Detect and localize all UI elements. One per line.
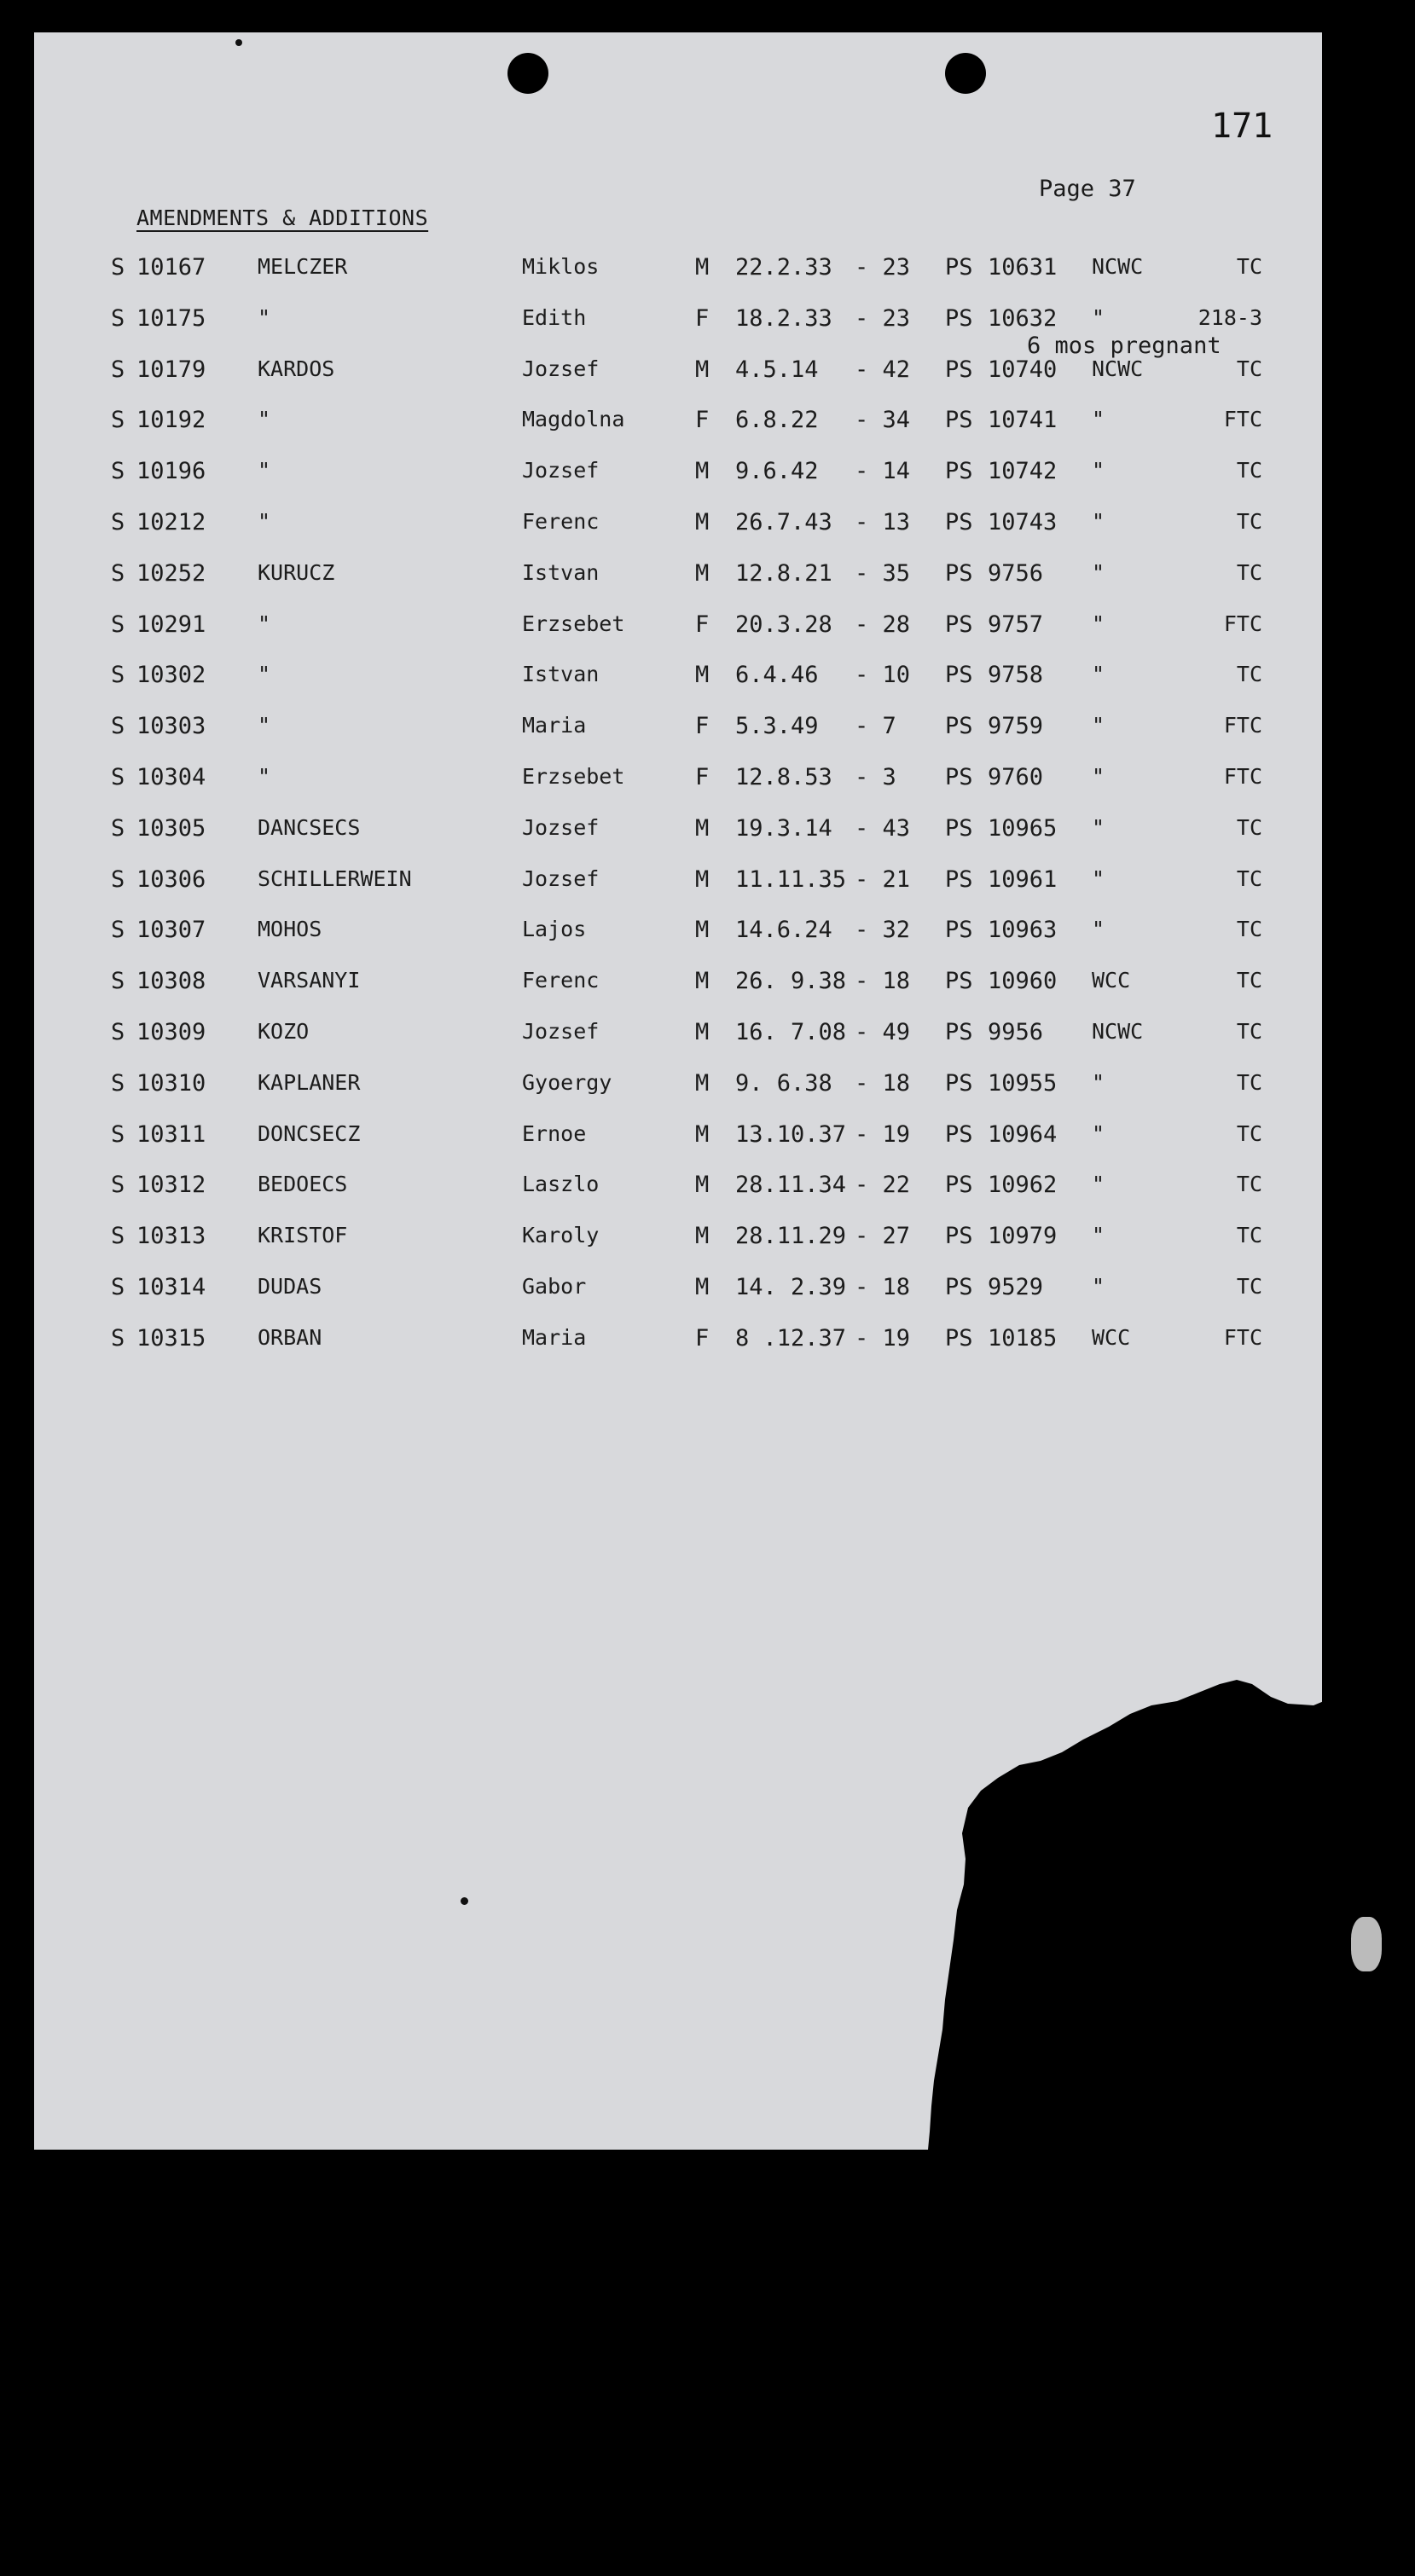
row-age: - 13 <box>855 509 911 535</box>
row-first-name: Ferenc <box>522 509 600 534</box>
row-code: TC <box>1236 662 1262 686</box>
row-age: - 18 <box>855 968 911 994</box>
row-age: - 34 <box>855 407 911 433</box>
row-sex: M <box>695 866 710 893</box>
row-date-of-birth: 19.3.14 <box>735 815 832 842</box>
row-ps-number: 10962 <box>988 1172 1058 1198</box>
row-prefix: S <box>111 560 125 587</box>
row-ps-number: 10964 <box>988 1121 1058 1148</box>
row-code: TC <box>1236 1019 1262 1044</box>
row-surname: " <box>258 458 271 483</box>
row-ps-label: PS <box>945 1274 973 1300</box>
row-age: - 21 <box>855 866 911 893</box>
row-number: 10175 <box>136 305 206 332</box>
row-age: - 18 <box>855 1274 911 1300</box>
row-sex: M <box>695 356 710 383</box>
row-prefix: S <box>111 305 125 332</box>
row-date-of-birth: 28.11.34 <box>735 1172 847 1198</box>
row-surname: KARDOS <box>258 356 335 381</box>
row-ps-label: PS <box>945 1325 973 1352</box>
row-age: - 3 <box>855 764 896 790</box>
row-destination: " <box>1092 713 1105 738</box>
row-age: - 19 <box>855 1325 911 1352</box>
row-ps-label: PS <box>945 1223 973 1249</box>
row-ps-number: 10960 <box>988 968 1058 994</box>
row-destination: NCWC <box>1092 1019 1144 1044</box>
row-destination: " <box>1092 1070 1105 1095</box>
row-age: - 35 <box>855 560 911 587</box>
row-sex: M <box>695 1019 710 1045</box>
row-first-name: Edith <box>522 305 587 330</box>
row-surname: KAPLANER <box>258 1070 361 1095</box>
row-ps-label: PS <box>945 662 973 688</box>
row-prefix: S <box>111 407 125 433</box>
row-ps-number: 10740 <box>988 356 1058 383</box>
list-item <box>0 407 1415 441</box>
row-age: - 22 <box>855 1172 911 1198</box>
list-item <box>0 764 1415 798</box>
row-number: 10305 <box>136 815 206 842</box>
row-number: 10167 <box>136 254 206 281</box>
row-age: - 10 <box>855 662 911 688</box>
row-prefix: S <box>111 968 125 994</box>
row-code: FTC <box>1223 407 1262 431</box>
row-destination: " <box>1092 1121 1105 1146</box>
row-number: 10252 <box>136 560 206 587</box>
row-date-of-birth: 28.11.29 <box>735 1223 847 1249</box>
row-date-of-birth: 13.10.37 <box>735 1121 847 1148</box>
list-item <box>0 560 1415 594</box>
row-age: - 7 <box>855 713 896 739</box>
row-surname: DANCSECS <box>258 815 361 840</box>
row-prefix: S <box>111 254 125 281</box>
row-code: FTC <box>1223 1325 1262 1350</box>
row-surname: BEDOECS <box>258 1172 348 1196</box>
row-surname: DONCSECZ <box>258 1121 361 1146</box>
list-item <box>0 1325 1415 1359</box>
row-ps-label: PS <box>945 815 973 842</box>
row-first-name: Jozsef <box>522 866 600 891</box>
page-number: 171 <box>1211 107 1273 146</box>
row-code: FTC <box>1223 764 1262 789</box>
row-sex: F <box>695 407 710 433</box>
page-title: AMENDMENTS & ADDITIONS <box>136 206 429 230</box>
row-ps-number: 9760 <box>988 764 1044 790</box>
row-first-name: Gabor <box>522 1274 587 1299</box>
row-first-name: Magdolna <box>522 407 625 431</box>
row-sex: M <box>695 1223 710 1249</box>
row-number: 10314 <box>136 1274 206 1300</box>
row-date-of-birth: 16. 7.08 <box>735 1019 847 1045</box>
row-prefix: S <box>111 356 125 383</box>
row-prefix: S <box>111 713 125 739</box>
row-date-of-birth: 11.11.35 <box>735 866 847 893</box>
row-date-of-birth: 5.3.49 <box>735 713 819 739</box>
list-item <box>0 815 1415 849</box>
row-first-name: Gyoergy <box>522 1070 612 1095</box>
row-ps-number: 9756 <box>988 560 1044 587</box>
row-destination: " <box>1092 407 1105 431</box>
row-number: 10179 <box>136 356 206 383</box>
list-item <box>0 662 1415 696</box>
row-first-name: Jozsef <box>522 1019 600 1044</box>
row-ps-number: 10631 <box>988 254 1058 281</box>
row-surname: " <box>258 509 271 534</box>
row-age: - 49 <box>855 1019 911 1045</box>
row-date-of-birth: 12.8.21 <box>735 560 832 587</box>
row-ps-number: 10632 <box>988 305 1058 332</box>
row-code: TC <box>1236 509 1262 534</box>
row-surname: MELCZER <box>258 254 348 279</box>
list-item <box>0 713 1415 747</box>
row-ps-label: PS <box>945 1121 973 1148</box>
row-ps-label: PS <box>945 560 973 587</box>
list-item <box>0 1019 1415 1053</box>
row-sex: M <box>695 254 710 281</box>
row-destination: " <box>1092 764 1105 789</box>
row-date-of-birth: 14.6.24 <box>735 917 832 943</box>
row-ps-number: 10741 <box>988 407 1058 433</box>
row-sex: M <box>695 560 710 587</box>
row-code: TC <box>1236 1121 1262 1146</box>
row-age: - 27 <box>855 1223 911 1249</box>
row-sex: M <box>695 509 710 535</box>
row-ps-number: 10979 <box>988 1223 1058 1249</box>
row-number: 10196 <box>136 458 206 484</box>
row-first-name: Jozsef <box>522 356 600 381</box>
row-number: 10315 <box>136 1325 206 1352</box>
row-prefix: S <box>111 1172 125 1198</box>
row-ps-number: 9759 <box>988 713 1044 739</box>
row-number: 10308 <box>136 968 206 994</box>
row-destination: " <box>1092 815 1105 840</box>
row-number: 10311 <box>136 1121 206 1148</box>
row-age: - 18 <box>855 1070 911 1097</box>
ink-speck <box>235 39 242 46</box>
row-number: 10309 <box>136 1019 206 1045</box>
row-date-of-birth: 26.7.43 <box>735 509 832 535</box>
row-code: TC <box>1236 560 1262 585</box>
row-prefix: S <box>111 815 125 842</box>
row-destination: NCWC <box>1092 356 1144 381</box>
row-number: 10291 <box>136 611 206 638</box>
row-surname: " <box>258 407 271 431</box>
row-number: 10306 <box>136 866 206 893</box>
row-age: - 14 <box>855 458 911 484</box>
row-code: 218-3 <box>1198 305 1262 330</box>
row-ps-label: PS <box>945 356 973 383</box>
row-prefix: S <box>111 1070 125 1097</box>
row-prefix: S <box>111 1325 125 1352</box>
row-prefix: S <box>111 1019 125 1045</box>
row-ps-label: PS <box>945 866 973 893</box>
row-date-of-birth: 8 .12.37 <box>735 1325 847 1352</box>
row-code: FTC <box>1223 713 1262 738</box>
row-number: 10310 <box>136 1070 206 1097</box>
row-first-name: Lajos <box>522 917 587 941</box>
row-code: TC <box>1236 356 1262 381</box>
row-code: TC <box>1236 866 1262 891</box>
row-prefix: S <box>111 1223 125 1249</box>
row-ps-number: 9758 <box>988 662 1044 688</box>
row-sex: F <box>695 713 710 739</box>
row-ps-number: 9529 <box>988 1274 1044 1300</box>
row-surname: DUDAS <box>258 1274 322 1299</box>
row-ps-label: PS <box>945 458 973 484</box>
row-code: TC <box>1236 968 1262 993</box>
row-destination: WCC <box>1092 968 1131 993</box>
row-sex: F <box>695 305 710 332</box>
row-number: 10192 <box>136 407 206 433</box>
row-destination: " <box>1092 458 1105 483</box>
row-ps-number: 10961 <box>988 866 1058 893</box>
row-sex: F <box>695 764 710 790</box>
row-destination: " <box>1092 1223 1105 1247</box>
row-date-of-birth: 6.4.46 <box>735 662 819 688</box>
list-item <box>0 1172 1415 1206</box>
row-prefix: S <box>111 611 125 638</box>
row-age: - 28 <box>855 611 911 638</box>
row-prefix: S <box>111 764 125 790</box>
row-number: 10303 <box>136 713 206 739</box>
row-destination: " <box>1092 560 1105 585</box>
row-ps-number: 9757 <box>988 611 1044 638</box>
row-code: TC <box>1236 254 1262 279</box>
row-prefix: S <box>111 509 125 535</box>
row-number: 10212 <box>136 509 206 535</box>
row-destination: " <box>1092 662 1105 686</box>
row-ps-number: 9956 <box>988 1019 1044 1045</box>
row-ps-label: PS <box>945 1172 973 1198</box>
row-ps-number: 10185 <box>988 1325 1058 1352</box>
row-number: 10304 <box>136 764 206 790</box>
row-sex: M <box>695 968 710 994</box>
row-surname: " <box>258 305 271 330</box>
row-surname: " <box>258 611 271 636</box>
row-destination: WCC <box>1092 1325 1131 1350</box>
row-first-name: Maria <box>522 1325 587 1350</box>
row-date-of-birth: 20.3.28 <box>735 611 832 638</box>
row-prefix: S <box>111 1121 125 1148</box>
row-first-name: Jozsef <box>522 458 600 483</box>
row-surname: KRISTOF <box>258 1223 348 1247</box>
row-number: 10312 <box>136 1172 206 1198</box>
row-number: 10307 <box>136 917 206 943</box>
row-first-name: Laszlo <box>522 1172 600 1196</box>
row-first-name: Istvan <box>522 560 600 585</box>
row-code: TC <box>1236 1070 1262 1095</box>
page-label: Page 37 <box>1039 176 1136 202</box>
row-sex: M <box>695 1274 710 1300</box>
row-first-name: Istvan <box>522 662 600 686</box>
row-sex: M <box>695 1121 710 1148</box>
row-ps-label: PS <box>945 1070 973 1097</box>
row-date-of-birth: 9. 6.38 <box>735 1070 832 1097</box>
list-item <box>0 458 1415 492</box>
row-destination: " <box>1092 305 1105 330</box>
row-surname: " <box>258 713 271 738</box>
row-destination: " <box>1092 1274 1105 1299</box>
row-destination: " <box>1092 917 1105 941</box>
list-item <box>0 356 1415 391</box>
row-surname: VARSANYI <box>258 968 361 993</box>
row-first-name: Erzsebet <box>522 611 625 636</box>
row-sex: M <box>695 917 710 943</box>
row-surname: MOHOS <box>258 917 322 941</box>
row-age: - 23 <box>855 254 911 281</box>
row-code: TC <box>1236 1274 1262 1299</box>
row-surname: KURUCZ <box>258 560 335 585</box>
row-sex: M <box>695 815 710 842</box>
row-sex: F <box>695 1325 710 1352</box>
punch-hole-left <box>507 53 548 94</box>
row-ps-number: 10743 <box>988 509 1058 535</box>
row-date-of-birth: 14. 2.39 <box>735 1274 847 1300</box>
row-surname: " <box>258 662 271 686</box>
row-code: TC <box>1236 815 1262 840</box>
row-destination: " <box>1092 611 1105 636</box>
list-item <box>0 1274 1415 1308</box>
row-surname: ORBAN <box>258 1325 322 1350</box>
row-age: - 19 <box>855 1121 911 1148</box>
ink-speck <box>461 1897 468 1905</box>
row-destination: " <box>1092 866 1105 891</box>
row-surname: SCHILLERWEIN <box>258 866 412 891</box>
row-date-of-birth: 4.5.14 <box>735 356 819 383</box>
row-prefix: S <box>111 866 125 893</box>
row-ps-label: PS <box>945 305 973 332</box>
row-first-name: Karoly <box>522 1223 600 1247</box>
row-prefix: S <box>111 662 125 688</box>
row-ps-label: PS <box>945 407 973 433</box>
row-ps-number: 10955 <box>988 1070 1058 1097</box>
row-prefix: S <box>111 458 125 484</box>
row-ps-label: PS <box>945 968 973 994</box>
row-code: TC <box>1236 917 1262 941</box>
row-number: 10302 <box>136 662 206 688</box>
row-sex: F <box>695 611 710 638</box>
row-date-of-birth: 9.6.42 <box>735 458 819 484</box>
row-date-of-birth: 26. 9.38 <box>735 968 847 994</box>
list-item <box>0 968 1415 1002</box>
row-ps-label: PS <box>945 764 973 790</box>
row-ps-label: PS <box>945 509 973 535</box>
list-item <box>0 254 1415 288</box>
row-date-of-birth: 18.2.33 <box>735 305 832 332</box>
list-item <box>0 866 1415 900</box>
row-ps-label: PS <box>945 1019 973 1045</box>
row-first-name: Ernoe <box>522 1121 587 1146</box>
row-first-name: Jozsef <box>522 815 600 840</box>
row-code: TC <box>1236 458 1262 483</box>
row-sex: M <box>695 1172 710 1198</box>
row-first-name: Ferenc <box>522 968 600 993</box>
row-code: FTC <box>1223 611 1262 636</box>
row-first-name: Miklos <box>522 254 600 279</box>
list-item <box>0 917 1415 951</box>
row-date-of-birth: 12.8.53 <box>735 764 832 790</box>
row-age: - 43 <box>855 815 911 842</box>
row-prefix: S <box>111 1274 125 1300</box>
row-surname: KOZO <box>258 1019 310 1044</box>
list-item <box>0 1121 1415 1155</box>
list-item <box>0 509 1415 543</box>
row-first-name: Maria <box>522 713 587 738</box>
row-code: TC <box>1236 1172 1262 1196</box>
annotation-note: 6 mos pregnant <box>1027 333 1221 359</box>
row-ps-number: 10963 <box>988 917 1058 943</box>
row-sex: M <box>695 1070 710 1097</box>
row-first-name: Erzsebet <box>522 764 625 789</box>
row-destination: " <box>1092 509 1105 534</box>
row-number: 10313 <box>136 1223 206 1249</box>
punch-hole-right <box>945 53 986 94</box>
row-prefix: S <box>111 917 125 943</box>
row-ps-label: PS <box>945 713 973 739</box>
row-ps-label: PS <box>945 917 973 943</box>
row-date-of-birth: 6.8.22 <box>735 407 819 433</box>
row-age: - 32 <box>855 917 911 943</box>
row-date-of-birth: 22.2.33 <box>735 254 832 281</box>
row-age: - 42 <box>855 356 911 383</box>
list-item <box>0 1070 1415 1104</box>
row-code: TC <box>1236 1223 1262 1247</box>
row-ps-label: PS <box>945 611 973 638</box>
row-destination: " <box>1092 1172 1105 1196</box>
row-ps-label: PS <box>945 254 973 281</box>
row-ps-number: 10742 <box>988 458 1058 484</box>
list-item <box>0 1223 1415 1257</box>
row-sex: M <box>695 458 710 484</box>
list-item <box>0 611 1415 645</box>
row-age: - 23 <box>855 305 911 332</box>
row-sex: M <box>695 662 710 688</box>
row-ps-number: 10965 <box>988 815 1058 842</box>
row-destination: NCWC <box>1092 254 1144 279</box>
row-surname: " <box>258 764 271 789</box>
paper-fragment <box>1351 1917 1382 1971</box>
